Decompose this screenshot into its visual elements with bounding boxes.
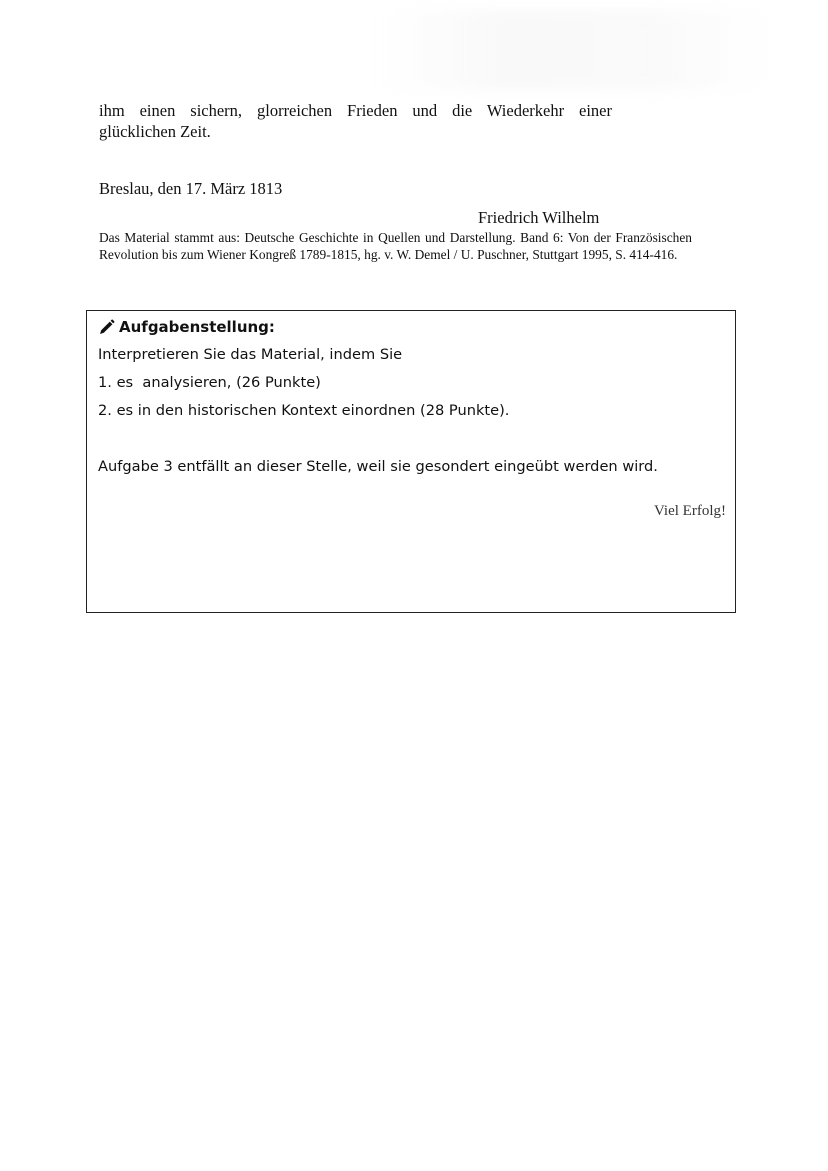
closing-wish: Viel Erfolg!	[654, 503, 726, 519]
task-item-2: 2. es in den historischen Kontext einordnen (28 Punkte).	[98, 402, 510, 419]
task-item-1: 1. es analysieren, (26 Punkte)	[98, 374, 321, 391]
source-citation: Das Material stammt aus: Deutsche Geschichte in Quellen und Darstellung. Band 6: Von der Französischen Revolution bis zum Wiener Kongreß 1789-1815, hg. v. W. Demel / U. Puschner, Stuttgart 1995, S. 414-416.	[99, 230, 692, 262]
task-heading-label: Aufgabenstellung:	[119, 318, 275, 336]
letter-closing-paragraph	[99, 100, 612, 142]
task-intro: Interpretieren Sie das Material, indem Sie	[98, 346, 403, 363]
signature: Friedrich Wilhelm	[478, 208, 600, 227]
paragraph-line-2: glücklichen Zeit.	[99, 122, 211, 141]
pencil-icon	[98, 319, 115, 336]
task-heading	[98, 317, 275, 337]
task-box	[86, 310, 736, 613]
task-note: Aufgabe 3 entfällt an dieser Stelle, weil sie gesondert eingeübt werden wird.	[98, 458, 658, 475]
paragraph-line-1: ihm einen sichern, glorreichen Frieden und die Wiederkehr einer	[99, 101, 612, 120]
scan-artifact	[380, 10, 770, 90]
place-date: Breslau, den 17. März 1813	[99, 179, 283, 198]
